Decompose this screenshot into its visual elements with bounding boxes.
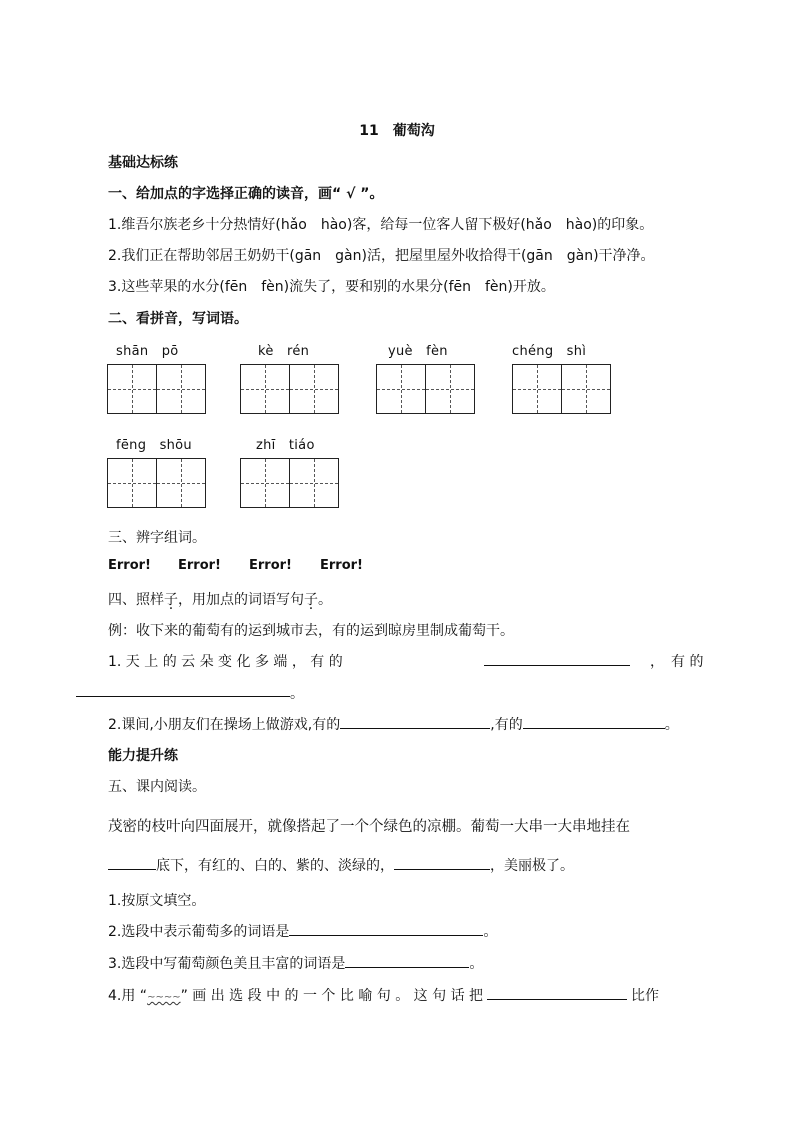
q5-passage-text: 底下，有红的、白的、紫的、淡绿的， bbox=[156, 858, 394, 874]
answer-blank[interactable] bbox=[345, 953, 469, 968]
grid-cell[interactable] bbox=[425, 364, 475, 414]
q4-item-1-prefix: 1. 天 上 的 云 朵 变 化 多 端 ， 有 的 bbox=[108, 654, 343, 670]
answer-blank[interactable] bbox=[340, 714, 490, 729]
q5-item-4-mid: ” 画 出 选 段 中 的 一 个 比 喻 句 。 这 句 话 把 bbox=[180, 988, 484, 1004]
wavy-line-icon: ~~~~ bbox=[147, 992, 181, 1003]
writing-grid-2[interactable] bbox=[240, 364, 338, 414]
q4-item-2-mid: ,有的 bbox=[490, 717, 523, 733]
q4-heading-dotted: 子 bbox=[164, 592, 178, 608]
grid-cell[interactable] bbox=[512, 364, 562, 414]
answer-blank[interactable] bbox=[108, 855, 156, 870]
q1-item-2: 2.我们正在帮助邻居王奶奶干(gān gàn)活，把屋里屋外收拾得干(gān gàn)干净净。 bbox=[108, 248, 655, 264]
answer-blank[interactable] bbox=[76, 682, 290, 697]
q5-item-2-end: 。 bbox=[483, 924, 498, 940]
grid-cell[interactable] bbox=[240, 458, 290, 508]
q3-heading: 三、辨字组词。 bbox=[108, 530, 206, 546]
q4-item-2-end: 。 bbox=[664, 717, 679, 733]
answer-blank[interactable] bbox=[289, 921, 483, 936]
section-basic-heading: 基础达标练 bbox=[108, 155, 178, 171]
q5-item-2 bbox=[108, 921, 497, 941]
error-field-1: Error! bbox=[108, 558, 151, 573]
writing-grid-1[interactable] bbox=[107, 364, 205, 414]
q4-item-1-mid: ， 有 的 bbox=[650, 654, 704, 670]
q5-item-2-prefix: 2.选段中表示葡萄多的词语是 bbox=[108, 924, 290, 940]
grid-cell[interactable] bbox=[156, 364, 206, 414]
answer-blank[interactable] bbox=[523, 714, 665, 729]
q4-item-2 bbox=[108, 714, 679, 734]
grid-cell[interactable] bbox=[107, 364, 157, 414]
grid-cell[interactable] bbox=[376, 364, 426, 414]
grid-cell[interactable] bbox=[561, 364, 611, 414]
answer-blank[interactable] bbox=[394, 855, 490, 870]
q5-item-4-end: 比作 bbox=[631, 988, 660, 1004]
q2-heading: 二、看拼音，写词语。 bbox=[108, 311, 248, 327]
grid-cell[interactable] bbox=[289, 364, 339, 414]
q5-heading: 五、课内阅读。 bbox=[108, 779, 206, 795]
q4-item-2-prefix: 2.课间,小朋友们在操场上做游戏,有的 bbox=[108, 717, 341, 733]
grid-cell[interactable] bbox=[107, 458, 157, 508]
q5-item-4-prefix: 4.用 “ bbox=[108, 988, 148, 1004]
q1-heading: 一、给加点的字选择正确的读音，画“ √ ”。 bbox=[108, 186, 384, 202]
q4-heading-dotted: 子 bbox=[304, 592, 318, 608]
q1-item-3: 3.这些苹果的水分(fēn fèn)流失了，要和别的水果分(fēn fèn)开放。 bbox=[108, 279, 555, 295]
q5-passage-text: ，美丽极了。 bbox=[490, 858, 574, 874]
grid-cell[interactable] bbox=[289, 458, 339, 508]
writing-grid-4[interactable] bbox=[512, 364, 610, 414]
pinyin-5: fēng shōu bbox=[116, 438, 192, 453]
grid-cell[interactable] bbox=[240, 364, 290, 414]
section-ability-heading: 能力提升练 bbox=[108, 748, 178, 764]
q5-item-4 bbox=[108, 985, 659, 1005]
page-title: 11 葡萄沟 bbox=[359, 123, 435, 139]
q1-item-1: 1.维吾尔族老乡十分热情好(hǎo hào)客，给每一位客人留下极好(hǎo hào)的印象。 bbox=[108, 217, 654, 233]
q4-item-1-end: 。 bbox=[290, 686, 304, 702]
q4-heading-part: 。 bbox=[318, 592, 332, 608]
answer-blank[interactable] bbox=[487, 985, 627, 1000]
pinyin-3: yuè fèn bbox=[388, 344, 448, 359]
grid-cell[interactable] bbox=[156, 458, 206, 508]
q5-item-3-prefix: 3.选段中写葡萄颜色美且丰富的词语是 bbox=[108, 956, 346, 972]
error-field-2: Error! bbox=[178, 558, 221, 573]
q5-passage-line-1: 茂密的枝叶向四面展开，就像搭起了一个个绿色的凉棚。葡萄一大串一大串地挂在 bbox=[108, 819, 630, 835]
writing-grid-5[interactable] bbox=[107, 458, 205, 508]
error-field-3: Error! bbox=[249, 558, 292, 573]
pinyin-2: kè rén bbox=[258, 344, 310, 359]
writing-grid-6[interactable] bbox=[240, 458, 338, 508]
error-field-4: Error! bbox=[320, 558, 363, 573]
q5-item-3-end: 。 bbox=[469, 956, 484, 972]
pinyin-4: chéng shì bbox=[512, 344, 587, 359]
answer-blank[interactable] bbox=[484, 651, 630, 666]
q4-heading-part: ，用加点的词语写句 bbox=[178, 592, 304, 608]
q5-passage-line-2 bbox=[108, 855, 574, 875]
pinyin-1: shān pō bbox=[116, 344, 179, 359]
q4-heading bbox=[108, 589, 332, 609]
q5-item-3 bbox=[108, 953, 483, 973]
pinyin-6: zhī tiáo bbox=[256, 438, 315, 453]
q4-example: 例：收下来的葡萄有的运到城市去，有的运到晾房里制成葡萄干。 bbox=[108, 623, 514, 639]
q5-item-1: 1.按原文填空。 bbox=[108, 893, 206, 909]
q4-heading-part: 四、照样 bbox=[108, 592, 164, 608]
writing-grid-3[interactable] bbox=[376, 364, 474, 414]
